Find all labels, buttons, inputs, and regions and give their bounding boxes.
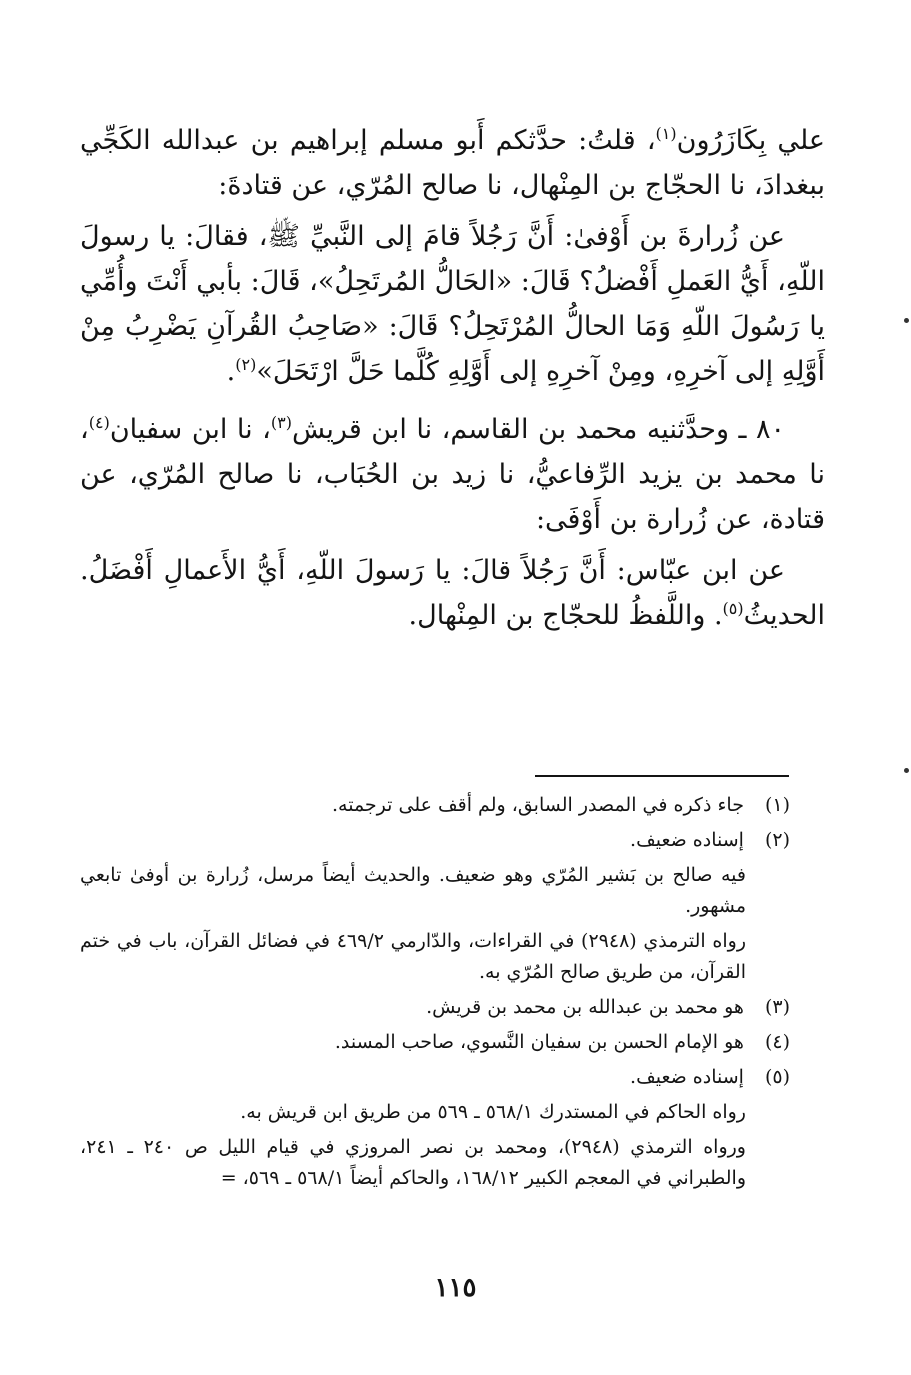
footnote-number: (٢) <box>764 829 790 851</box>
footnote-5-source-continued: ورواه الترمذي (٢٩٤٨)، ومحمد بن نصر المروزي في قيام الليل ص ٢٤٠ ـ ٢٤١، والطبراني في المعجم الكبير ١٦٨/١٢، والحاكم أيضاً ٥٦٨/١ ـ ٥٦٩، = <box>80 1136 746 1189</box>
paragraph-hadith-2 <box>80 548 825 638</box>
footnote-marker: (٤) <box>88 413 110 432</box>
footnote-2-detail: فيه صالح بن بَشير المُرّي وهو ضعيف. والحديث أيضاً مرسل، زُرارة بن أوفىٰ تابعي مشهور. <box>80 864 746 917</box>
footnote-1 <box>80 790 790 821</box>
paragraph-text: علي بِكَازَرُون <box>676 125 825 156</box>
footnote-text: هو محمد بن عبدالله بن محمد بن قريش. <box>426 996 744 1018</box>
footnote-marker: (١) <box>655 124 677 143</box>
page-number: ١١٥ <box>434 1273 477 1303</box>
footnote-text: جاء ذكره في المصدر السابق، ولم أقف على ترجمته. <box>331 794 744 816</box>
footnote-number: (٤) <box>764 1031 790 1053</box>
footnote-marker: (٥) <box>722 599 744 618</box>
scan-edge-mark <box>904 768 909 773</box>
footnotes <box>80 790 790 1198</box>
paragraph-text: . <box>226 356 236 387</box>
paragraph-hadith-1 <box>80 214 825 394</box>
footnote-marker: (٢) <box>235 355 257 374</box>
paragraph-isnad-1 <box>80 118 825 208</box>
paragraph-text: عن ابن عبّاس: أَنَّ رَجُلاً قالَ: يا رَسولَ اللّهِ، أَيُّ الأَعمالِ أَفْضَلُ. الحديثُ <box>80 555 825 631</box>
footnote-marker: (٣) <box>270 413 292 432</box>
footnote-text: إسناده ضعيف. <box>630 829 744 851</box>
footnote-3 <box>80 992 790 1023</box>
paragraph-text: ، قلتُ: حدَّثكم أَبو مسلم إبراهيم بن عبدالله الكَجِّي ببغدادَ، نا الحجّاج بن المِنْهال، نا صالح المُرّي، عن قتادةَ: <box>80 125 825 201</box>
paragraph-text: ، نا محمد بن يزيد الرِّفاعيُّ، نا زيد بن الحُبَاب، نا صالح المُرّي، عن قتادة، عن زُرارة بن أَوْفَى: <box>80 414 825 535</box>
footnote-5-source: رواه الحاكم في المستدرك ٥٦٨/١ ـ ٥٦٩ من طريق ابن قريش به. <box>240 1101 746 1123</box>
footnote-text: إسناده ضعيف. <box>630 1066 744 1088</box>
footnote-2 <box>80 825 790 856</box>
scan-edge-mark <box>904 318 909 323</box>
footnote-4 <box>80 1027 790 1058</box>
footnote-number: (١) <box>764 794 790 816</box>
footnote-number: (٣) <box>764 996 790 1018</box>
paragraph-isnad-80 <box>80 407 825 542</box>
footnote-separator <box>535 775 789 777</box>
footnote-text: هو الإمام الحسن بن سفيان النَّسوي، صاحب المسند. <box>334 1031 744 1053</box>
paragraph-text: . واللَّفظُ للحجّاج بن المِنْهال. <box>408 600 723 631</box>
footnote-5 <box>80 1062 790 1093</box>
paragraph-text: ٨٠ ـ وحدَّثنيه محمد بن القاسم، نا ابن قريش <box>291 414 785 445</box>
paragraph-text: عن زُرارةَ بن أَوْفىٰ: أَنَّ رَجُلاً قامَ إلى النَّبيِّ ﷺ، فقالَ: يا رسولَ اللّهِ، أَيُّ العَملِ أَفْضلُ؟ قَالَ: «الحَالُّ المُرتَحِلُ»، قَالَ: بأبي أَنْتَ وأُمِّي يا رَسُولَ اللّهِ وَمَا الحالُّ المُرْتَحِلُ؟ قَالَ: «صَاحِبُ القُرآنِ يَضْرِبُ مِنْ أَوَّلِهِ إلى آخرِهِ، ومِنْ آخرِهِ إلى أَوَّلِهِ كُلَّما حَلَّ ارْتَحَلَ» <box>80 221 825 387</box>
paragraph-text: ، نا ابن سفيان <box>109 414 271 445</box>
footnote-2-source: رواه الترمذي (٢٩٤٨) في القراءات، والدّارمي ٤٦٩/٢ في فضائل القرآن، باب في ختم القرآن، من طريق صالح المُرّي به. <box>80 930 746 983</box>
footnote-number: (٥) <box>764 1066 790 1088</box>
main-text <box>80 118 825 651</box>
